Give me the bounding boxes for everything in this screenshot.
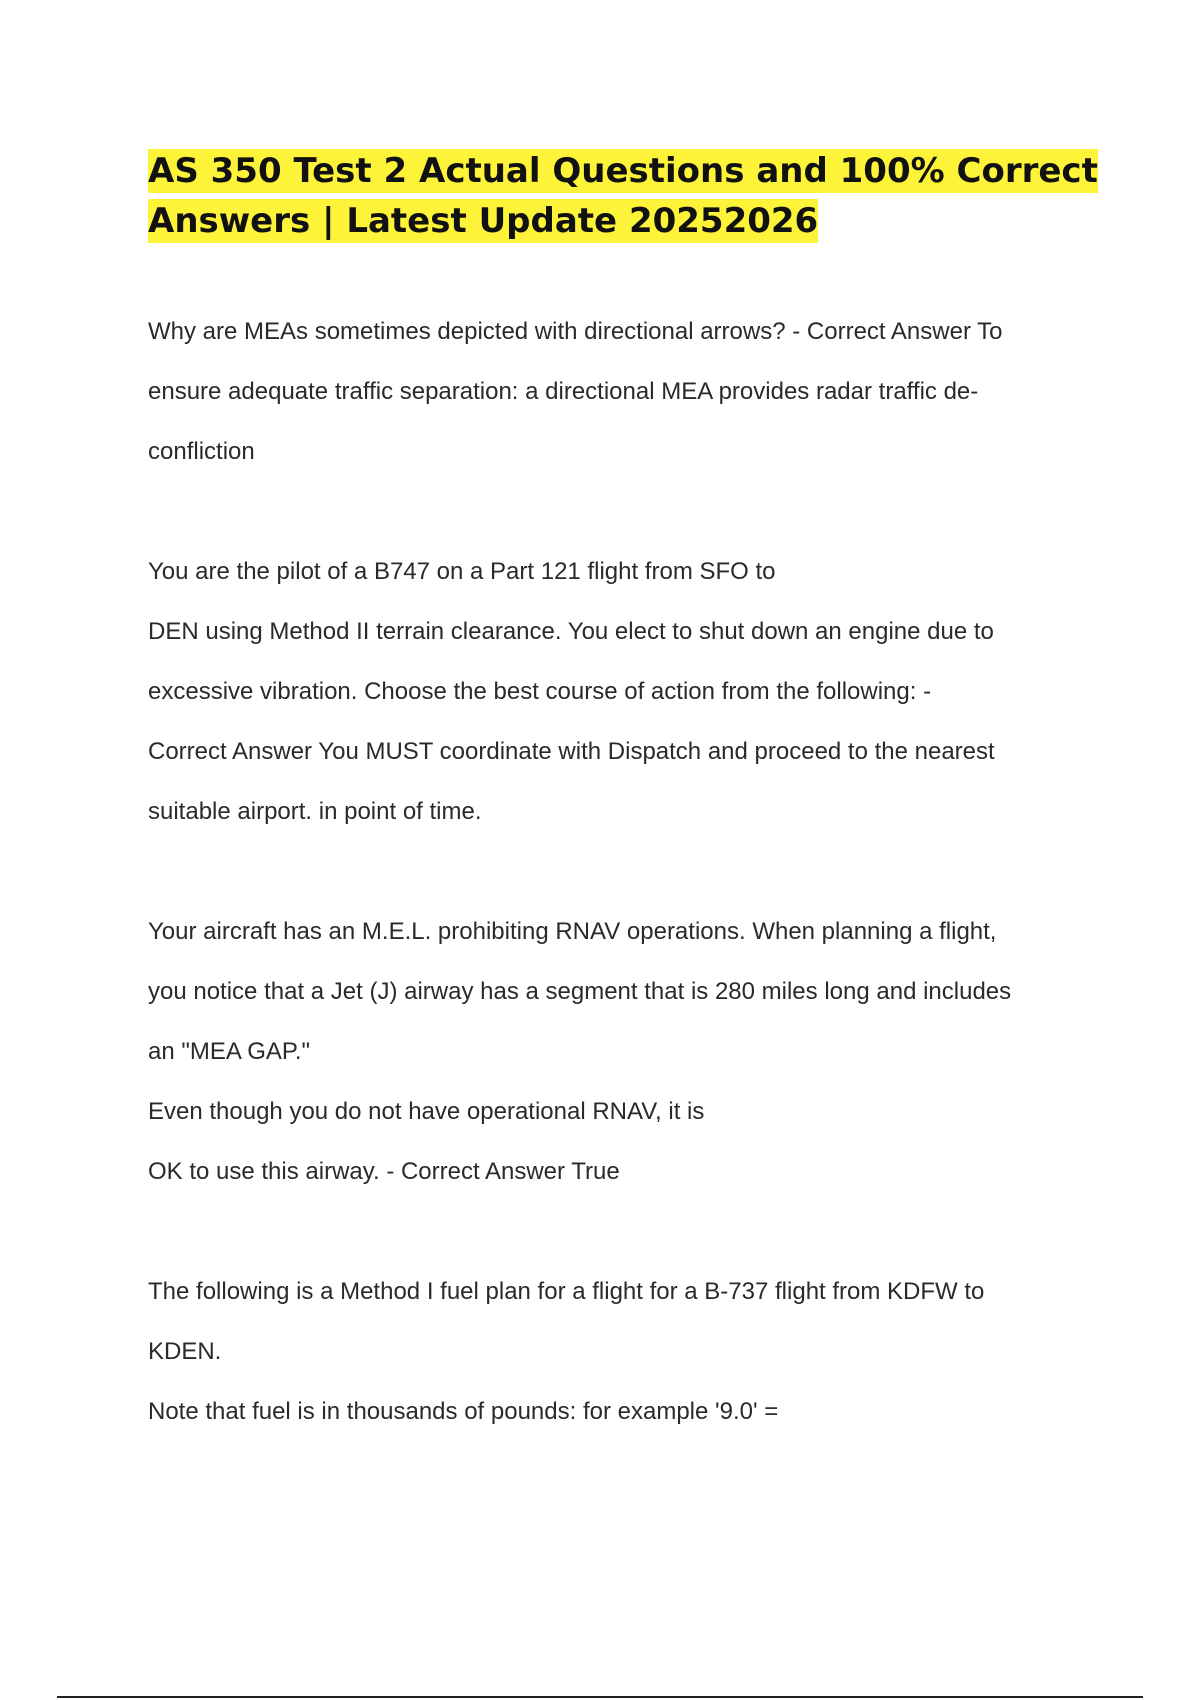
text-line: You are the pilot of a B747 on a Part 121 flight from SFO to: [148, 558, 776, 585]
page-content: [148, 146, 1098, 1502]
text-line: ensure adequate traffic separation: a directional MEA provides radar traffic de-: [148, 378, 979, 405]
title-line-2: Answers | Latest Update 20252026: [148, 201, 819, 241]
text-line: DEN using Method II terrain clearance. You elect to shut down an engine due to: [148, 618, 994, 645]
text-line: Even though you do not have operational RNAV, it is: [148, 1098, 705, 1125]
text-line: Why are MEAs sometimes depicted with directional arrows? - Correct Answer To: [148, 318, 1003, 345]
title-line-1: AS 350 Test 2 Actual Questions and 100% Correct: [148, 151, 1098, 191]
qa-list: [148, 302, 1098, 1442]
text-line: Note that fuel is in thousands of pounds: for example '9.0' =: [148, 1398, 779, 1425]
page-bottom-rule: [57, 1696, 1143, 1698]
text-line: confliction: [148, 438, 255, 465]
text-line: KDEN.: [148, 1338, 222, 1365]
qa-entry-3: [148, 902, 1098, 1202]
text-line: Correct Answer You MUST coordinate with Dispatch and proceed to the nearest: [148, 738, 995, 765]
qa-entry-2: [148, 542, 1098, 842]
text-line: suitable airport. in point of time.: [148, 798, 482, 825]
text-line: Your aircraft has an M.E.L. prohibiting RNAV operations. When planning a flight,: [148, 918, 997, 945]
qa-entry-1: [148, 302, 1098, 482]
text-line: OK to use this airway. - Correct Answer True: [148, 1158, 620, 1185]
text-line: The following is a Method I fuel plan for a flight for a B-737 flight from KDFW to: [148, 1278, 985, 1305]
document-title: [148, 146, 1098, 246]
text-line: an "MEA GAP.": [148, 1038, 311, 1065]
text-line: excessive vibration. Choose the best course of action from the following: -: [148, 678, 932, 705]
text-line: you notice that a Jet (J) airway has a segment that is 280 miles long and includes: [148, 978, 1012, 1005]
qa-entry-4: [148, 1262, 1098, 1442]
